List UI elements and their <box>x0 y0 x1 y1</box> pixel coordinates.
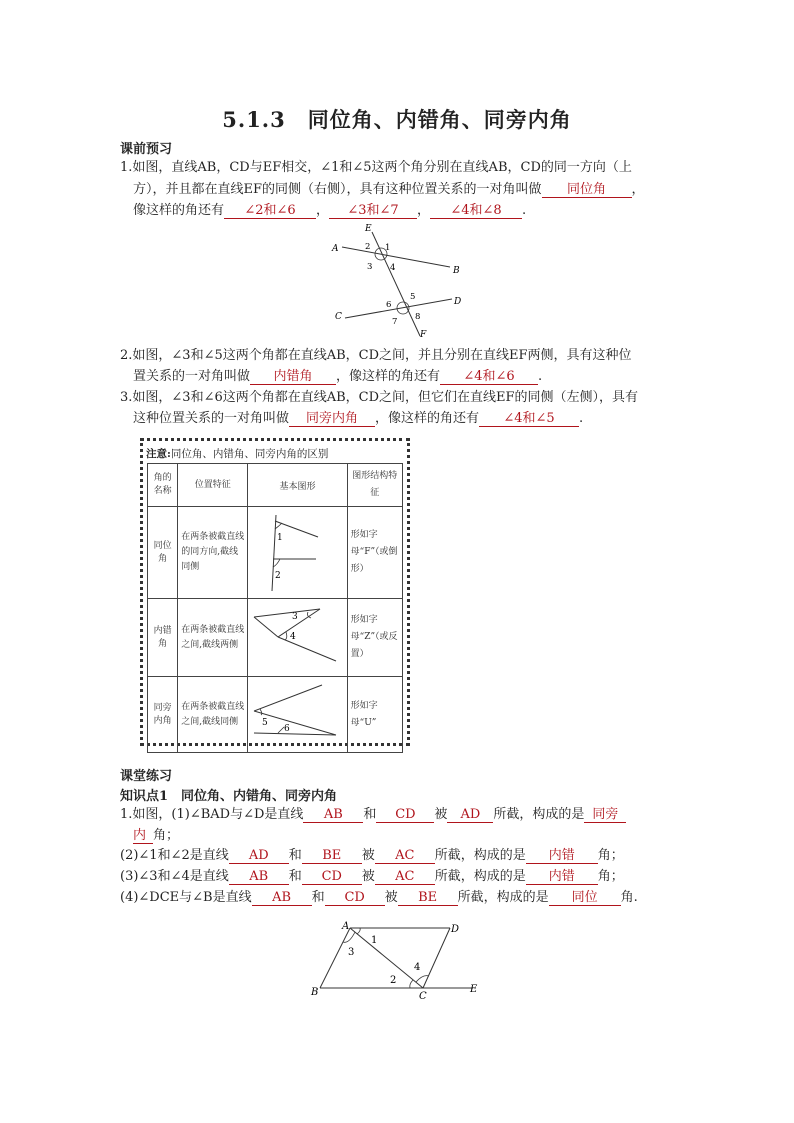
item-text: 所截，构成的是 <box>457 890 549 905</box>
note-text: 同位角、内错角、同旁内角的区别 <box>170 448 329 460</box>
answer-line-1: AB <box>303 807 363 823</box>
note-row-consecutive <box>148 677 403 753</box>
note-title <box>146 446 328 461</box>
answer-line-2: CD <box>302 869 362 885</box>
q1-sep: ， <box>316 203 330 218</box>
line-CD <box>345 299 452 318</box>
line-AB <box>342 247 450 267</box>
knowledge-point-heading: 知识点1 同位角、内错角、同旁内角 <box>120 789 338 804</box>
angle-label-4: 4 <box>414 962 421 973</box>
row-figure <box>248 507 347 599</box>
row-structure: 形如字母“Z”（或反置） <box>347 599 402 677</box>
answer-angle-type: 同位 <box>549 890 621 906</box>
label-A: A <box>342 921 350 932</box>
label-C: C <box>419 991 427 1002</box>
item-end: 角. <box>620 890 638 905</box>
practice-item-1-cont <box>133 826 179 846</box>
figure-parallelogram <box>305 918 495 1003</box>
item-text: (2)∠1和∠2是直线 <box>120 848 229 863</box>
row-figure <box>248 677 347 753</box>
answer-angle-type: 内错 <box>526 869 598 885</box>
angle-label-7: 7 <box>392 317 398 327</box>
q1-sep: ， <box>631 182 645 197</box>
figure-intersecting-lines <box>320 220 480 345</box>
row-position: 在两条被截直线之间,截线两侧 <box>178 599 248 677</box>
angle-label-2: 2 <box>390 975 397 986</box>
practice-item-1 <box>120 805 626 825</box>
note-row-alternate <box>148 599 403 677</box>
row-figure <box>248 599 347 677</box>
item-text: 被 <box>434 807 448 822</box>
answer-line-1: AB <box>229 869 289 885</box>
angle-label-2: 2 <box>275 571 282 581</box>
item-text: (3)∠3和∠4是直线 <box>120 869 229 884</box>
q1-answer-name: 同位角 <box>542 182 632 198</box>
page-title: 5.1.3 同位角、内错角、同旁内角 <box>222 107 572 132</box>
angle-label-1: 1 <box>277 533 284 543</box>
label-D: D <box>451 924 460 935</box>
q2-text: 置关系的一对角叫做 <box>133 369 251 384</box>
header-name: 角的名称 <box>148 464 178 507</box>
item-text: 和 <box>311 890 325 905</box>
answer-line-2: BE <box>302 848 362 864</box>
item-text: 和 <box>288 869 302 884</box>
practice-item-4 <box>120 888 638 908</box>
q1-line2 <box>133 180 645 200</box>
q1-end: . <box>522 203 527 218</box>
angle-label-5: 5 <box>262 718 269 728</box>
line-AC <box>350 928 423 988</box>
item-end: 角； <box>153 828 180 843</box>
angle-label-2: 2 <box>365 242 371 252</box>
q3-end: . <box>579 411 584 426</box>
note-row-corresponding <box>148 507 403 599</box>
practice-item-3 <box>120 867 624 887</box>
answer-transversal: AC <box>375 869 435 885</box>
line-AB <box>320 928 350 988</box>
answer-transversal: BE <box>398 890 458 906</box>
angle-label-6: 6 <box>386 300 392 310</box>
q1-line1: 1.如图，直线AB，CD与EF相交，∠1和∠5这两个角分别在直线AB，CD的同一方向（上 <box>120 160 632 175</box>
angle-label-3: 3 <box>292 612 299 622</box>
angle-label-6: 6 <box>284 724 291 734</box>
item-text: 和 <box>363 807 377 822</box>
answer-angle-type: 同旁 <box>584 807 626 823</box>
label-A: A <box>332 244 339 254</box>
label-E: E <box>365 224 372 234</box>
label-B: B <box>311 987 319 998</box>
label-C: C <box>335 312 342 322</box>
q3-answer-name: 同旁内角 <box>289 411 375 427</box>
figure-U-shape <box>248 677 342 749</box>
angle-label-4: 4 <box>390 263 396 273</box>
practice-item-2 <box>120 846 624 866</box>
figure-Z-shape <box>248 599 342 673</box>
label-F: F <box>420 330 427 340</box>
q2-text2: ，像这样的角还有 <box>336 369 441 384</box>
q1-answer-pair-2: ∠3和∠7 <box>329 203 417 219</box>
angle-label-4: 4 <box>290 632 297 642</box>
figure-F-shape <box>248 507 342 595</box>
q2-answer-name: 内错角 <box>250 369 336 385</box>
row-position: 在两条被截直线的同方向,截线同侧 <box>178 507 248 599</box>
q3-text2: ，像这样的角还有 <box>375 411 480 426</box>
q1-text: 方），并且都在直线EF的同侧（右侧），具有这种位置关系的一对角叫做 <box>133 182 542 197</box>
item-text: 所截，构成的是 <box>493 807 585 822</box>
q1-answer-pair-1: ∠2和∠6 <box>224 203 316 219</box>
q2-end: . <box>538 369 543 384</box>
answer-line-2: CD <box>325 890 385 906</box>
q1-line3 <box>133 201 526 221</box>
header-position: 位置特征 <box>178 464 248 507</box>
q3-line1: 3.如图，∠3和∠6这两个角都在直线AB，CD之间，但它们在直线EF的同侧（左侧），具有 <box>120 390 639 405</box>
answer-angle-type: 内错 <box>526 848 598 864</box>
note-label: 注意: <box>146 448 171 460</box>
header-figure: 基本图形 <box>248 464 347 507</box>
label-B: B <box>453 266 460 276</box>
q1-sep: ， <box>417 203 431 218</box>
row-name: 内错角 <box>148 599 178 677</box>
row-name: 同位角 <box>148 507 178 599</box>
item-text: 被 <box>361 869 375 884</box>
q1-answer-pair-3: ∠4和∠8 <box>430 203 522 219</box>
q3-answer-pair: ∠4和∠5 <box>479 411 579 427</box>
angle-label-8: 8 <box>415 312 421 322</box>
row-position: 在两条被截直线之间,截线同侧 <box>178 677 248 753</box>
header-structure: 图形结构特征 <box>347 464 402 507</box>
item-text: (4)∠DCE与∠B是直线 <box>120 890 252 905</box>
item-text: 和 <box>288 848 302 863</box>
q2-line1: 2.如图，∠3和∠5这两个角都在直线AB，CD之间，并且分别在直线EF两侧，具有这种位 <box>120 348 632 363</box>
item-end: 角； <box>597 869 624 884</box>
row-name: 同旁内角 <box>148 677 178 753</box>
item-text: 被 <box>361 848 375 863</box>
label-D: D <box>454 297 462 307</box>
section-heading-preview: 课前预习 <box>120 142 173 157</box>
item-text: 所截，构成的是 <box>434 848 526 863</box>
angle-label-5: 5 <box>410 292 416 302</box>
note-table-header <box>148 464 403 507</box>
answer-line-2: CD <box>376 807 434 823</box>
label-E: E <box>470 984 478 995</box>
note-table <box>147 463 403 753</box>
q2-line2 <box>133 367 542 387</box>
answer-transversal: AD <box>447 807 493 823</box>
angle-label-1: 1 <box>371 935 378 946</box>
item-end: 角； <box>597 848 624 863</box>
row-structure: 形如字母“U” <box>347 677 402 753</box>
item-text: 1.如图，(1)∠BAD与∠D是直线 <box>120 807 304 822</box>
q3-text: 这种位置关系的一对角叫做 <box>133 411 290 426</box>
line-CD <box>423 928 450 988</box>
answer-transversal: AC <box>375 848 435 864</box>
q1-text2: 像这样的角还有 <box>133 203 225 218</box>
angle-label-3: 3 <box>348 947 355 958</box>
angle-label-3: 3 <box>367 262 373 272</box>
angle-label-1: 1 <box>385 243 391 253</box>
row-structure: 形如字母“F”（或倒形） <box>347 507 402 599</box>
item-text: 所截，构成的是 <box>434 869 526 884</box>
answer-angle-type-cont: 内 <box>133 828 153 844</box>
answer-line-1: AB <box>252 890 312 906</box>
q2-answer-pair: ∠4和∠6 <box>440 369 538 385</box>
q3-line2 <box>133 409 583 429</box>
section-heading-practice: 课堂练习 <box>120 769 173 784</box>
answer-line-1: AD <box>229 848 289 864</box>
item-text: 被 <box>384 890 398 905</box>
